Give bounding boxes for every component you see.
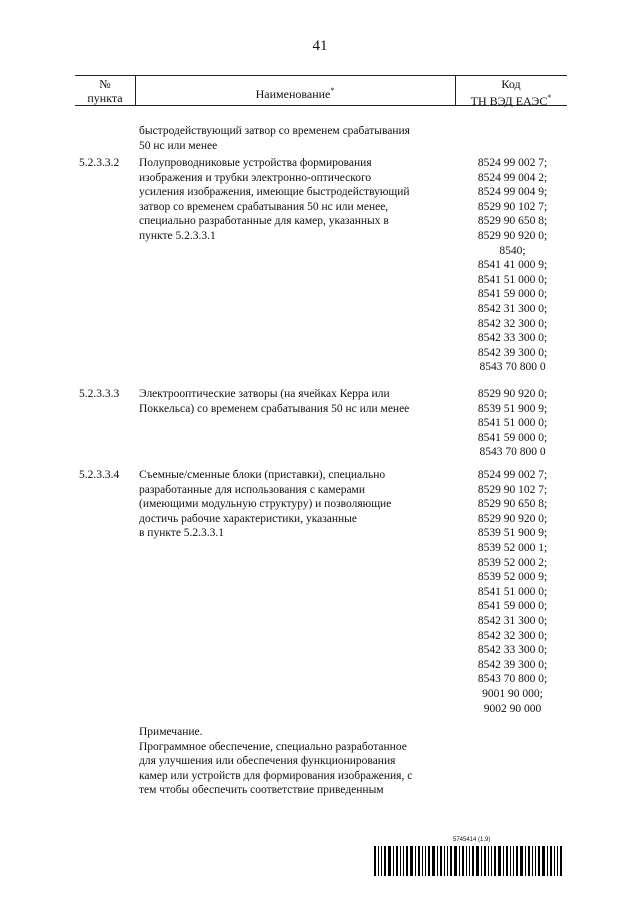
barcode-bar <box>422 846 423 876</box>
barcode-caption: 5745414 (1.9) <box>453 837 491 843</box>
continuation-text <box>139 124 454 153</box>
code: 8541 59 000 0; <box>477 431 548 444</box>
barcode-bar <box>481 846 482 876</box>
barcode-bar <box>525 846 526 876</box>
code: 8541 51 000 0; <box>477 273 548 286</box>
barcode-bar <box>396 846 398 876</box>
barcode-bar <box>459 846 460 876</box>
header-num-line1: № <box>99 77 111 91</box>
code: 8539 51 900 9; <box>477 402 548 415</box>
code: 8542 32 300 0; <box>477 629 548 642</box>
barcode-bar <box>388 846 391 876</box>
row-name-line: (имеющими модульную структуру) и позволяющие <box>139 498 392 511</box>
barcode-bar <box>554 846 555 876</box>
code: 8541 59 000 0; <box>477 600 548 613</box>
barcode-bar <box>450 846 452 876</box>
code: 8529 90 650 8; <box>477 215 548 228</box>
barcode-bar <box>488 846 489 876</box>
barcode-bar <box>418 846 420 876</box>
barcode-bar <box>437 846 438 876</box>
header-code-line1: Код <box>501 77 521 91</box>
note-line: тем чтобы обеспечить соответствие приведенным <box>139 784 384 797</box>
barcode-bar <box>440 846 442 876</box>
code: 8540; <box>499 244 526 257</box>
barcode-bar <box>384 846 386 876</box>
code: 8529 90 102 7; <box>477 483 548 496</box>
row-number: 5.2.3.3.2 <box>79 157 120 169</box>
barcode-bar <box>520 846 523 876</box>
barcode-bar <box>403 846 404 876</box>
barcode-bar <box>538 846 540 876</box>
note-title: Примечание. <box>139 726 203 738</box>
row-name <box>139 468 454 541</box>
barcode-bar <box>378 846 379 876</box>
note-line: камер или устройств для формирования изображения, с <box>139 769 413 782</box>
code: 8542 31 300 0; <box>477 302 548 315</box>
barcode-bar <box>557 846 558 876</box>
row-name <box>139 156 454 244</box>
table-header-bottom-rule <box>75 105 567 106</box>
note-line: для улучшения или обеспечения функционирования <box>139 755 396 768</box>
row-name-line: изображения и трубки электронно-оптического <box>139 171 372 184</box>
barcode-bar <box>550 846 552 876</box>
barcode-image <box>374 846 566 876</box>
code: 8529 90 650 8; <box>477 498 548 511</box>
barcode-bar <box>444 846 445 876</box>
barcode-bar <box>428 846 430 876</box>
row-name-line: достичь рабочие характеристики, указанные <box>139 512 358 525</box>
header-code-cell <box>455 77 567 108</box>
barcode-bar <box>516 846 518 876</box>
code: 8543 70 800 0 <box>479 446 546 459</box>
code: 8529 90 920 0; <box>477 512 548 525</box>
code: 9001 90 000; <box>482 687 543 700</box>
barcode-bar <box>374 846 376 876</box>
barcode-bar <box>528 846 530 876</box>
row-codes <box>461 387 564 460</box>
barcode-bar <box>469 846 470 876</box>
header-code-mark: * <box>547 93 552 102</box>
row-name <box>139 387 454 416</box>
code: 8524 99 004 2; <box>477 171 548 184</box>
row-name-line: специально разработанные для камер, указанных в <box>139 215 389 228</box>
code: 8542 32 300 0; <box>477 317 548 330</box>
barcode-bar <box>447 846 448 876</box>
header-name-mark: * <box>330 86 335 95</box>
code: 8529 90 920 0; <box>477 388 548 400</box>
barcode-bar <box>410 846 413 876</box>
code: 8542 33 300 0; <box>477 332 548 345</box>
barcode-bar <box>503 846 504 876</box>
code: 8542 33 300 0; <box>477 644 548 657</box>
note-line: Программное обеспечение, специально разработанное <box>139 740 407 753</box>
note <box>139 725 459 798</box>
barcode-bar <box>513 846 514 876</box>
code: 8541 59 000 0; <box>477 288 548 301</box>
barcode-bar <box>542 846 545 876</box>
page-number: 41 <box>312 38 328 54</box>
code: 8539 52 000 9; <box>477 571 548 584</box>
code: 8541 41 000 9; <box>477 259 548 272</box>
barcode-bar <box>425 846 426 876</box>
barcode-bar <box>432 846 435 876</box>
barcode-bar <box>466 846 467 876</box>
barcode-bar <box>454 846 457 876</box>
barcode-bar <box>472 846 474 876</box>
header-num-line2: пункта <box>87 91 123 105</box>
barcode-bar <box>381 846 382 876</box>
barcode-bar <box>494 846 496 876</box>
code: 8524 99 002 7; <box>477 469 548 481</box>
barcode-bar <box>560 846 562 876</box>
row-codes <box>461 468 564 716</box>
barcode-bar <box>462 846 464 876</box>
row-name-line: Полупроводниковые устройства формирования <box>139 157 372 169</box>
code: 8543 70 800 0; <box>477 673 548 686</box>
barcode-bar <box>506 846 508 876</box>
barcode-bar <box>406 846 408 876</box>
code: 8539 52 000 1; <box>477 541 548 554</box>
header-name-cell <box>135 84 455 101</box>
row-name-line: Поккельса) со временем срабатывания 50 нс или менее <box>139 402 410 415</box>
continuation-line: быстродействующий затвор со временем срабатывания <box>139 125 410 137</box>
row-name-line: в пункте 5.2.3.3.1 <box>139 527 225 540</box>
continuation-line: 50 нс или менее <box>139 139 218 152</box>
row-number: 5.2.3.3.3 <box>79 388 120 400</box>
row-name-line: пункте 5.2.3.3.1 <box>139 229 216 242</box>
barcode-bar <box>547 846 548 876</box>
barcode-bar <box>510 846 511 876</box>
header-code-line2: ТН ВЭД ЕАЭС <box>470 94 548 108</box>
barcode-bar <box>476 846 479 876</box>
code: 8524 99 004 9; <box>477 186 548 199</box>
code: 8539 52 000 2; <box>477 556 548 569</box>
barcode-bar <box>393 846 394 876</box>
row-name-line: затвор со временем срабатывания 50 нс или менее, <box>139 200 389 213</box>
barcode-bar <box>532 846 533 876</box>
code: 8542 39 300 0; <box>477 658 548 671</box>
code: 8541 51 000 0; <box>477 417 548 430</box>
row-codes <box>461 156 564 375</box>
barcode-bar <box>400 846 401 876</box>
code: 8543 70 800 0 <box>479 361 546 374</box>
barcode-bar <box>484 846 486 876</box>
row-name-line: Электрооптические затворы (на ячейках Керра или <box>139 388 390 400</box>
code: 8542 39 300 0; <box>477 346 548 359</box>
barcode-bar <box>498 846 501 876</box>
row-number: 5.2.3.3.4 <box>79 469 120 481</box>
row-name-line: разработанные для использования с камерами <box>139 483 365 496</box>
code: 8542 31 300 0; <box>477 614 548 627</box>
row-name-line: Съемные/сменные блоки (приставки), специально <box>139 469 386 481</box>
code: 9002 90 000 <box>483 702 542 715</box>
row-name-line: усиления изображения, имеющие быстродействующий <box>139 186 410 199</box>
code: 8529 90 920 0; <box>477 229 548 242</box>
barcode-bar <box>491 846 492 876</box>
table-top-rule <box>75 75 567 76</box>
code: 8541 51 000 0; <box>477 585 548 598</box>
header-name: Наименование <box>255 87 331 101</box>
header-num-cell <box>75 77 135 105</box>
code: 8529 90 102 7; <box>477 200 548 213</box>
code: 8539 51 900 9; <box>477 527 548 540</box>
barcode-bar <box>415 846 416 876</box>
barcode-bar <box>535 846 536 876</box>
code: 8524 99 002 7; <box>477 157 548 169</box>
